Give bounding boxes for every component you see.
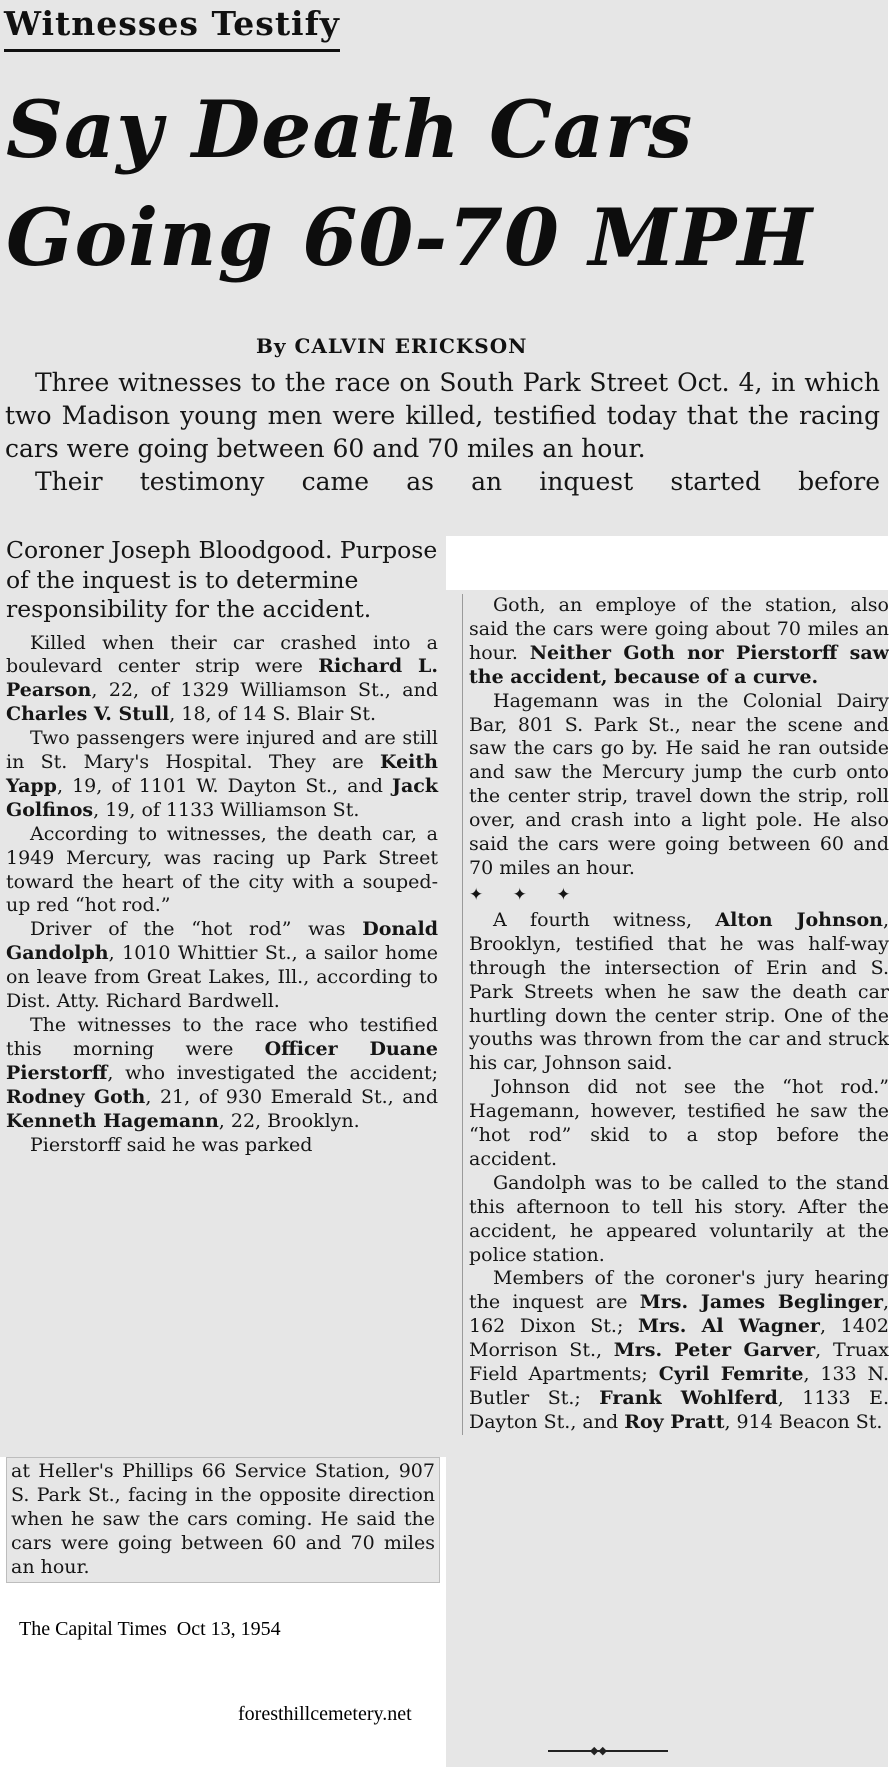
paragraph-hagemann: Hagemann was in the Colonial Dairy Bar, 801 S. Park St., near the scene and saw the cars go by. He said he ran outside and saw the Mercury jump the curb onto the center strip, travel down the strip, roll over, and crash into a light pole. He also said the cars were going between 60 and 70 miles an hour. xyxy=(469,689,889,879)
name-rodney-goth: Rodney Goth xyxy=(6,1085,146,1108)
paragraph-jury: Members of the coroner's jury hearing the inquest are Mrs. James Beglinger, 162 Dixon St.; Mrs. Al Wagner, 1402 Morrison St., Mrs. Peter Garver, Truax Field Apartments; Cyril Femrite, 133 N. Butler St.; Frank Wohlferd, 1133 E. Dayton St., and Roy Pratt, 914 Beacon St. xyxy=(469,1267,889,1433)
name-roy-pratt: Roy Pratt xyxy=(624,1410,725,1433)
paragraph-passengers: Two passengers were injured and are still in St. Mary's Hospital. They are Keith Yapp, 19, of 1101 W. Dayton St., and Jack Golfinos, 19, of 1133 Williamson St. xyxy=(6,727,438,821)
name-cyril-femrite: Cyril Femrite xyxy=(658,1363,804,1386)
name-alton-johnson: Alton Johnson xyxy=(715,908,883,931)
right-column xyxy=(462,594,889,1435)
name-jack-golfinos: Jack Golfinos xyxy=(6,774,438,821)
name-james-beglinger: Mrs. James Beglinger xyxy=(639,1291,883,1314)
lead-paragraph-2: Their testimony came as an inquest started before xyxy=(35,467,880,496)
end-rule xyxy=(548,1750,668,1752)
lead-paragraphs xyxy=(5,366,880,498)
name-al-wagner: Mrs. Al Wagner xyxy=(638,1315,820,1338)
paragraph-fourth-witness: A fourth witness, Alton Johnson, Brooklyn, testified that he was half-way through the intersection of Erin and S. Park Streets when he saw the death car hurtling down the center strip. One of the youths was thrown from the car and struck his car, Johnson said. xyxy=(469,908,889,1075)
name-peter-garver: Mrs. Peter Garver xyxy=(613,1339,816,1362)
name-duane-pierstorff: Officer Duane Pierstorff xyxy=(6,1037,438,1084)
kicker-headline: Witnesses Testify xyxy=(4,2,340,52)
left-column-continuation xyxy=(6,1457,440,1583)
name-frank-wohlferd: Frank Wohlferd xyxy=(599,1387,778,1409)
name-richard-pearson: Richard L. Pearson xyxy=(6,655,439,702)
name-charles-stull: Charles V. Stull xyxy=(6,703,170,726)
paragraph-hot-rod: Johnson did not see the “hot rod.” Hagemann, however, testified he saw the “hot rod” skid to a stop before the accident. xyxy=(469,1076,889,1170)
paragraph-service-station: at Heller's Phillips 66 Service Station, 907 S. Park St., facing in the opposite direction when he saw the cars coming. He said the cars were going between 60 and 70 miles an hour. xyxy=(11,1460,435,1578)
paragraph-goth: Goth, an employe of the station, also said the cars were going about 70 miles an hour. Neither Goth nor Pierstorff saw the accident, because of a curve. xyxy=(469,594,889,688)
paragraph-witnesses: The witnesses to the race who testified this morning were Officer Duane Pierstorff, who investigated the accident; Rodney Goth, 21, of 930 Emerald St., and Kenneth Hagemann, 22, Brooklyn. xyxy=(6,1014,438,1132)
paragraph-killed: Killed when their car crashed into a boulevard center strip were Richard L. Pearson, 22, of 1329 Williamson St., and Charles V. Stull, 18, of 14 S. Blair St. xyxy=(6,631,439,726)
name-donald-gandolph: Donald Gandolph xyxy=(6,918,438,965)
paragraph-gandolph-stand: Gandolph was to be called to the stand this afternoon to tell his story. After the accident, he appeared voluntarily at the police station. xyxy=(469,1171,889,1266)
paragraph-death-car: According to witnesses, the death car, a 1949 Mercury, was racing up Park Street toward the heart of the city with a souped-up red “hot rod.” xyxy=(6,822,438,917)
section-divider-stars: ✦ ✦ ✦ xyxy=(469,884,583,905)
paragraph-driver: Driver of the “hot rod” was Donald Gandolph, 1010 Whittier St., a sailor home on leave from Great Lakes, Ill., according to Dist. Atty. Richard Bardwell. xyxy=(6,918,438,1013)
neither-saw-accident: Neither Goth nor Pierstorff saw the accident, because of a curve. xyxy=(469,641,889,688)
end-mark: ◆◆ xyxy=(590,1744,607,1757)
site-caption: foresthillcemetery.net xyxy=(238,1703,412,1725)
lead-paragraph-1: Three witnesses to the race on South Park Street Oct. 4, in which two Madison young men were killed, testified today that the racing cars were going between 60 and 70 miles an hour. xyxy=(5,368,880,463)
name-kenneth-hagemann: Kenneth Hagemann xyxy=(6,1109,219,1132)
headline-line-2: Going 60-70 MPH xyxy=(6,191,814,284)
left-column-lead: Coroner Joseph Bloodgood. Purpose of the inquest is to determine responsibility for the accident. xyxy=(6,536,438,623)
byline: By CALVIN ERICKSON xyxy=(256,334,528,358)
paragraph-pierstorff-parked: Pierstorff said he was parked xyxy=(30,1133,313,1156)
source-caption: The Capital Times Oct 13, 1954 xyxy=(19,1618,281,1640)
left-column xyxy=(6,536,438,1157)
headline-line-1: Say Death Cars xyxy=(6,83,694,176)
name-keith-yapp: Keith Yapp xyxy=(6,751,438,797)
